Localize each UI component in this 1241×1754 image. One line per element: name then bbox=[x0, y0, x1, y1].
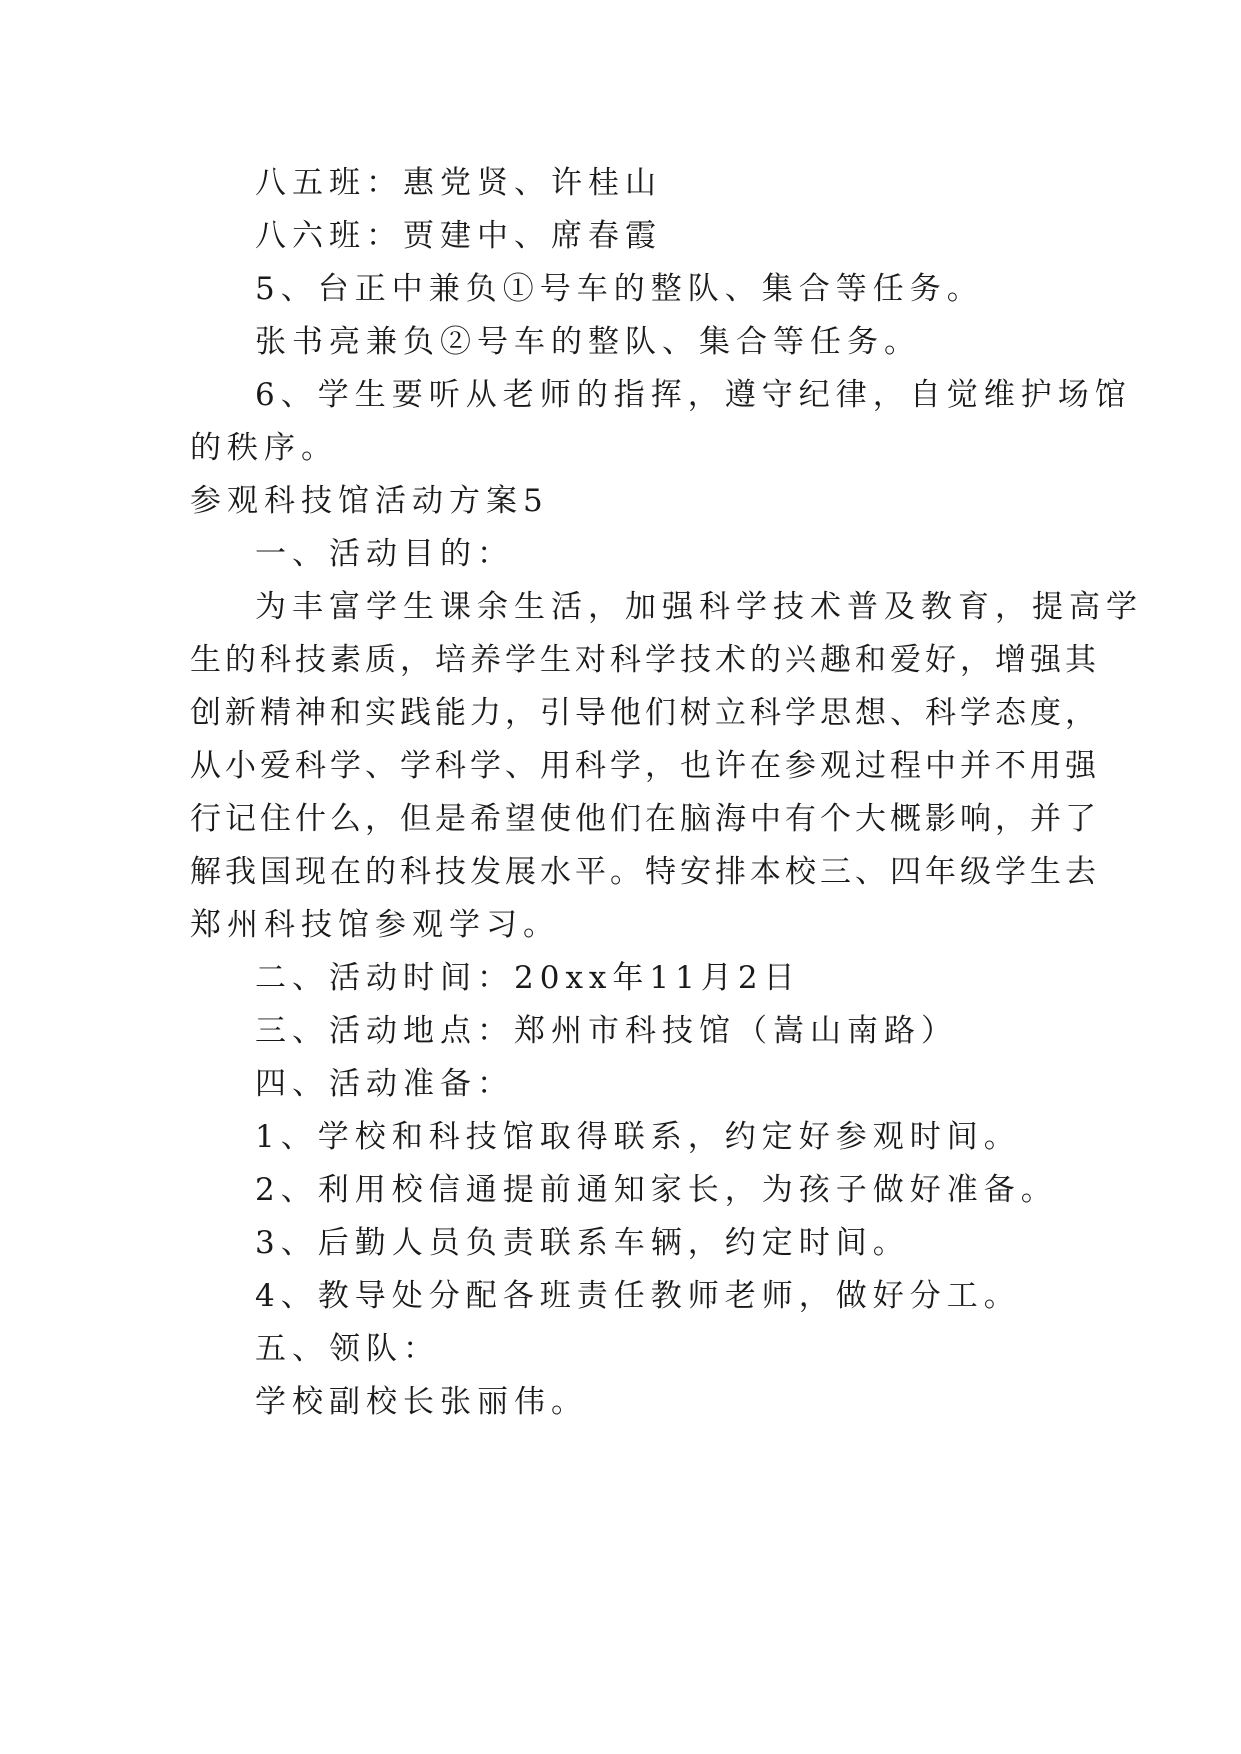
purpose-para-line: 创新精神和实践能力，引导他们树立科学思想、科学态度， bbox=[190, 695, 1100, 731]
leader-name: 学校副校长张丽伟。 bbox=[255, 1384, 588, 1420]
item-6-line-1: 6、学生要听从老师的指挥，遵守纪律，自觉维护场馆 bbox=[255, 377, 1132, 413]
heading-leader: 五、领队： bbox=[255, 1331, 440, 1367]
purpose-para-line: 为丰富学生课余生活，加强科学技术普及教育，提高学 bbox=[255, 589, 1143, 625]
section-title: 参观科技馆活动方案5 bbox=[190, 483, 549, 519]
purpose-para-line: 郑州科技馆参观学习。 bbox=[190, 907, 560, 943]
heading-time: 二、活动时间：20xx年11月2日 bbox=[255, 960, 801, 996]
prep-item-4: 4、教导处分配各班责任教师老师，做好分工。 bbox=[255, 1278, 1021, 1314]
item-5-bus-1: 5、台正中兼负①号车的整队、集合等任务。 bbox=[255, 271, 984, 307]
class-8-5-leaders: 八五班：惠党贤、许桂山 bbox=[255, 165, 662, 201]
heading-preparation: 四、活动准备： bbox=[255, 1066, 514, 1102]
purpose-para-line: 生的科技素质，培养学生对科学技术的兴趣和爱好，增强其 bbox=[190, 642, 1100, 678]
purpose-para-line: 行记住什么，但是希望使他们在脑海中有个大概影响，并了 bbox=[190, 801, 1100, 837]
prep-item-2: 2、利用校信通提前通知家长，为孩子做好准备。 bbox=[255, 1172, 1058, 1208]
item-5-bus-2: 张书亮兼负②号车的整队、集合等任务。 bbox=[255, 324, 921, 360]
item-6-line-2: 的秩序。 bbox=[190, 430, 338, 466]
prep-item-3: 3、后勤人员负责联系车辆，约定时间。 bbox=[255, 1225, 910, 1261]
purpose-para-line: 从小爱科学、学科学、用科学，也许在参观过程中并不用强 bbox=[190, 748, 1100, 784]
prep-item-1: 1、学校和科技馆取得联系，约定好参观时间。 bbox=[255, 1119, 1021, 1155]
heading-location: 三、活动地点：郑州市科技馆（嵩山南路） bbox=[255, 1013, 958, 1049]
heading-purpose: 一、活动目的： bbox=[255, 536, 514, 572]
purpose-para-line: 解我国现在的科技发展水平。特安排本校三、四年级学生去 bbox=[190, 854, 1100, 890]
class-8-6-leaders: 八六班：贾建中、席春霞 bbox=[255, 218, 662, 254]
